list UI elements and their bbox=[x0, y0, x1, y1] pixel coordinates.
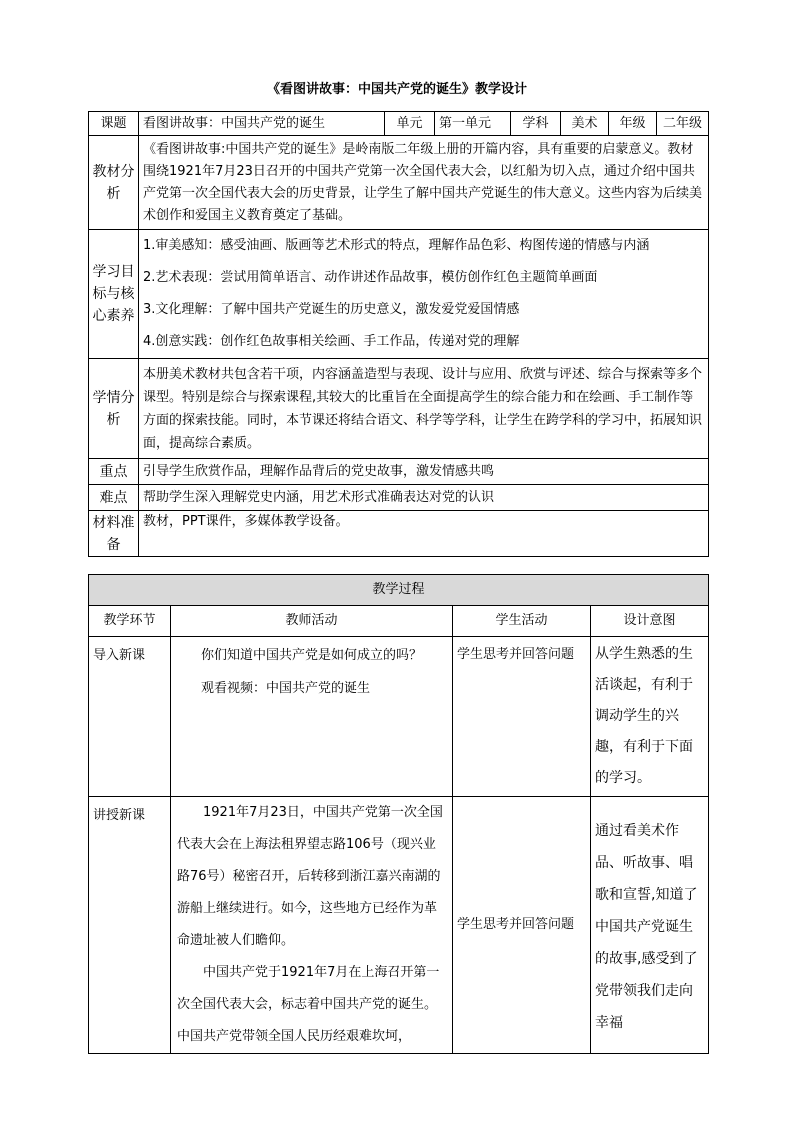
info-row bbox=[89, 112, 709, 136]
key-point-label: 重点 bbox=[89, 459, 139, 485]
teacher-activity-cell bbox=[171, 637, 453, 797]
column-header: 教学环节 bbox=[89, 606, 171, 637]
learner-content: 本册美术教材共包含若干项，内容涵盖造型与表现、设计与应用、欣赏与评述、综合与探索等多个课型。特别是综合与探索课程,其较大的比重旨在全面提高学生的综合能力和在绘画、手工制作等方面的探索技能。同时，本节课还将结合语文、科学等学科，让学生在跨学科的学习中，拓展知识面，提高综合素质。 bbox=[139, 359, 709, 459]
design-intent-cell: 通过看美术作品、听故事、唱歌和宣誓,知道了中国共产党诞生的故事,感受到了党带领我们走向幸福 bbox=[591, 797, 709, 1054]
process-row-lecture bbox=[89, 797, 709, 1054]
textbook-row bbox=[89, 136, 709, 230]
goals-label: 学习目标与核心素养 bbox=[89, 230, 139, 359]
learner-label: 学情分析 bbox=[89, 359, 139, 459]
process-heading: 教学过程 bbox=[89, 575, 709, 606]
grade-value: 二年级 bbox=[657, 112, 709, 136]
grade-label: 年级 bbox=[609, 112, 657, 136]
materials-row bbox=[89, 511, 709, 557]
column-header: 学生活动 bbox=[453, 606, 591, 637]
unit-label: 单元 bbox=[385, 112, 435, 136]
column-header: 教师活动 bbox=[171, 606, 453, 637]
stage-cell: 导入新课 bbox=[89, 637, 171, 797]
teacher-activity-para: 你们知道中国共产党是如何成立的吗？ bbox=[201, 648, 423, 663]
teaching-process-table bbox=[88, 574, 709, 1054]
materials-label: 材料准备 bbox=[89, 511, 139, 557]
student-activity-cell: 学生思考并回答问题 bbox=[453, 797, 591, 1054]
document-title: 《看图讲故事：中国共产党的诞生》教学设计 bbox=[266, 82, 527, 97]
teacher-activity-cell bbox=[171, 797, 453, 1054]
column-header: 设计意图 bbox=[591, 606, 709, 637]
unit-value: 第一单元 bbox=[435, 112, 511, 136]
learner-row bbox=[89, 359, 709, 459]
subject-value: 美术 bbox=[561, 112, 609, 136]
lesson-info-table bbox=[88, 111, 709, 557]
goals-row bbox=[89, 230, 709, 359]
process-column-header bbox=[89, 606, 709, 637]
topic-value: 看图讲故事：中国共产党的诞生 bbox=[139, 112, 385, 136]
teacher-activity-para: 1921年7月23日，中国共产党第一次全国代表大会在上海法租界望志路106号（现兴业路76号）秘密召开，后转移到浙江嘉兴南湖的游船上继续进行。如今，这些地方已经作为革命遗址被人们瞻仰。 bbox=[177, 805, 443, 948]
goal-item: 2.艺术表现：尝试用简单语言、动作讲述作品故事，模仿创作红色主题简单画面 bbox=[143, 270, 598, 285]
process-heading-row bbox=[89, 575, 709, 606]
stage-cell: 讲授新课 bbox=[89, 797, 171, 1054]
textbook-label: 教材分析 bbox=[89, 136, 139, 230]
teacher-activity-para: 中国共产党于1921年7月在上海召开第一次全国代表大会，标志着中国共产党的诞生。中国共产党带领全国人民历经艰难坎坷， bbox=[177, 965, 440, 1044]
goal-item: 3.文化理解：了解中国共产党诞生的历史意义，激发爱党爱国情感 bbox=[143, 302, 520, 317]
process-row-intro bbox=[89, 637, 709, 797]
materials-content: 教材，PPT课件，多媒体教学设备。 bbox=[139, 511, 709, 557]
key-point-content: 引导学生欣赏作品，理解作品背后的党史故事，激发情感共鸣 bbox=[139, 459, 709, 485]
student-activity-cell: 学生思考并回答问题 bbox=[453, 637, 591, 797]
design-intent-cell: 从学生熟悉的生活谈起，有利于调动学生的兴趣，有利于下面的学习。 bbox=[591, 637, 709, 797]
teacher-activity-para: 观看视频：中国共产党的诞生 bbox=[201, 681, 371, 696]
subject-label: 学科 bbox=[511, 112, 561, 136]
goal-item: 4.创意实践：创作红色故事相关绘画、手工作品，传递对党的理解 bbox=[143, 334, 520, 349]
difficulty-label: 难点 bbox=[89, 485, 139, 511]
topic-label: 课题 bbox=[89, 112, 139, 136]
difficulty-row bbox=[89, 485, 709, 511]
key-point-row bbox=[89, 459, 709, 485]
textbook-content: 《看图讲故事:中国共产党的诞生》是岭南版二年级上册的开篇内容，具有重要的启蒙意义。教材围绕1921年7月23日召开的中国共产党第一次全国代表大会，以红船为切入点，通过介绍中国共产党第一次全国代表大会的历史背景，让学生了解中国共产党诞生的伟大意义。这些内容为后续美术创作和爱国主义教育奠定了基础。 bbox=[139, 136, 709, 230]
goals-content bbox=[139, 230, 709, 359]
difficulty-content: 帮助学生深入理解党史内涵，用艺术形式准确表达对党的认识 bbox=[139, 485, 709, 511]
goal-item: 1.审美感知：感受油画、版画等艺术形式的特点，理解作品色彩、构图传递的情感与内涵 bbox=[143, 238, 650, 253]
